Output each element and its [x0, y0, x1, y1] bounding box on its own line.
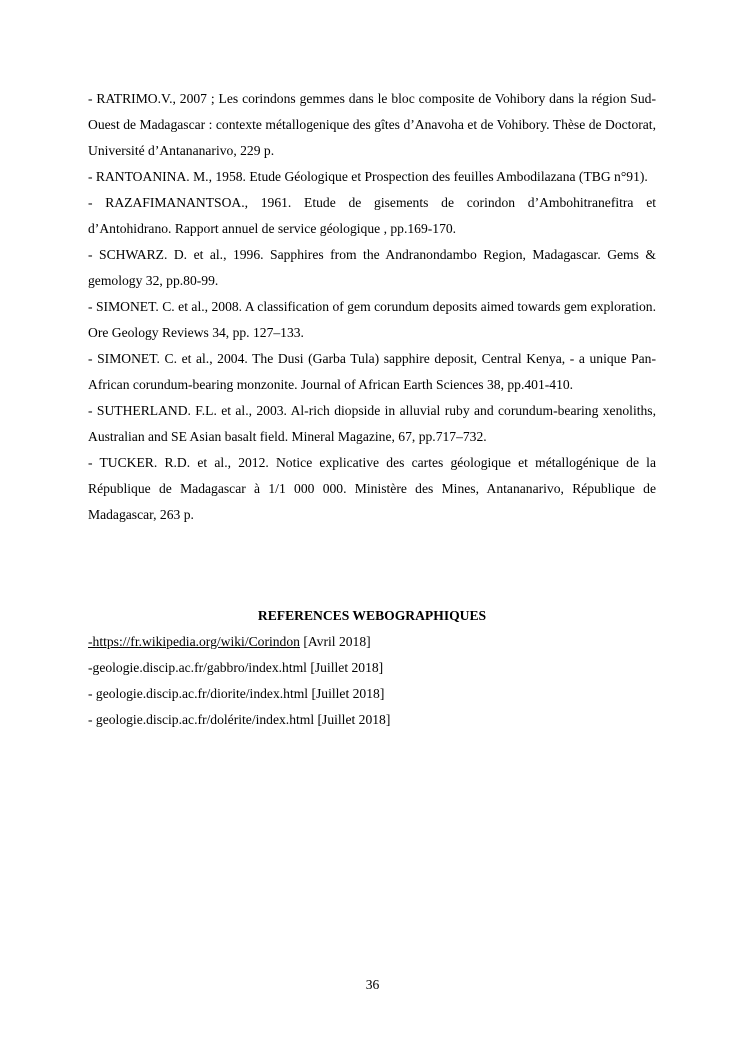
- webography-item-gabbro: -geologie.discip.ac.fr/gabbro/index.html [Juillet 2018]: [88, 660, 384, 675]
- reference-simonet-2008: - SIMONET. C. et al., 2008. A classification of gem corundum deposits aimed towards gem exploration. Ore Geology Reviews 34, pp. 127–133.: [88, 299, 656, 340]
- webography-item-wikipedia: [88, 629, 656, 655]
- webography-item-diorite: - geologie.discip.ac.fr/diorite/index.html [Juillet 2018]: [88, 686, 385, 701]
- wikipedia-corindon-link[interactable]: -https://fr.wikipedia.org/wiki/Corindon: [88, 634, 300, 649]
- reference-razafimanantsoa: - RAZAFIMANANTSOA., 1961. Etude de gisements de corindon d’Ambohitranefitra et d’Antohidrano. Rapport annuel de service géologique , pp.169-170.: [88, 195, 656, 236]
- reference-rantoanina: - RANTOANINA. M., 1958. Etude Géologique et Prospection des feuilles Ambodilazana (TBG n°91).: [88, 169, 648, 184]
- page-number: 36: [365, 977, 380, 992]
- reference-simonet-2004: - SIMONET. C. et al., 2004. The Dusi (Garba Tula) sapphire deposit, Central Kenya, - a unique Pan-African corundum-bearing monzonite. Journal of African Earth Sciences 38, pp.401-410.: [88, 351, 656, 392]
- reference-sutherland: - SUTHERLAND. F.L. et al., 2003. Al-rich diopside in alluvial ruby and corundum-bearing xenoliths, Australian and SE Asian basalt field. Mineral Magazine, 67, pp.717–732.: [88, 403, 656, 444]
- reference-tucker: - TUCKER. R.D. et al., 2012. Notice explicative des cartes géologique et métallogénique de la République de Madagascar à 1/1 000 000. Ministère des Mines, Antananarivo, République de Madagascar, 263 p.: [88, 455, 656, 522]
- webography-item-dolerite: - geologie.discip.ac.fr/dolérite/index.html [Juillet 2018]: [88, 712, 391, 727]
- webography-list: [88, 629, 656, 733]
- webography-heading: REFERENCES WEBOGRAPHIQUES: [257, 608, 487, 623]
- webography-date: [Avril 2018]: [299, 634, 371, 649]
- reference-ratrimo: - RATRIMO.V., 2007 ; Les corindons gemmes dans le bloc composite de Vohibory dans la région Sud-Ouest de Madagascar : contexte métallogenique des gîtes d’Anavoha et de Vohibory. Thèse de Doctorat, Université d’Antananarivo, 229 p.: [88, 91, 656, 158]
- bibliography-list: [88, 86, 656, 528]
- reference-schwarz: - SCHWARZ. D. et al., 1996. Sapphires from the Andranondambo Region, Madagascar. Gems & gemology 32, pp.80-99.: [88, 247, 656, 288]
